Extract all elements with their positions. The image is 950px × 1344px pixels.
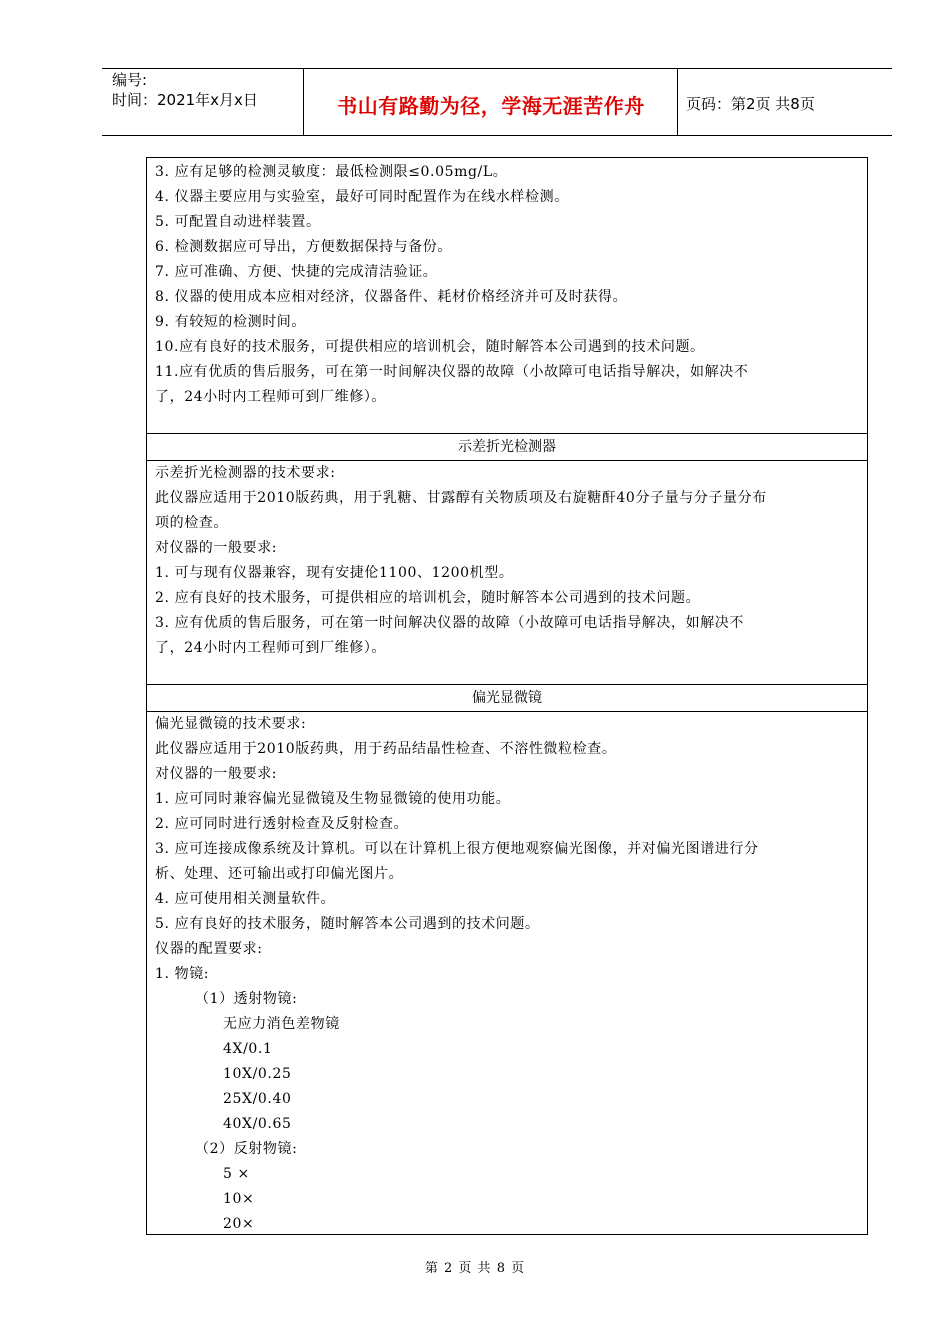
- section-line: 此仪器应适用于2010版药典，用于药品结晶性检查、不溶性微粒检查。: [155, 741, 617, 757]
- list-item: 2. 应有良好的技术服务，可提供相应的培训机会，随时解答本公司遇到的技术问题。: [155, 590, 701, 606]
- list-item: 4. 应可使用相关测量软件。: [155, 891, 336, 907]
- list-item: 11.应有优质的售后服务，可在第一时间解决仪器的故障（小故障可电话指导解决，如解决不: [155, 364, 749, 380]
- spec-item: 4X/0.1: [223, 1041, 273, 1057]
- sub-heading-reflect: （2）反射物镜:: [195, 1141, 298, 1157]
- page-footer: 第 2 页 共 8 页: [424, 1261, 526, 1276]
- section-title-polarizing-microscope: 偏光显微镜: [472, 690, 542, 706]
- list-item: 3. 应有足够的检测灵敏度：最低检测限≤0.05mg/L。: [155, 164, 508, 180]
- list-item: 6. 检测数据应可导出，方便数据保持与备份。: [155, 239, 453, 255]
- document-number-label: 编号:: [112, 71, 148, 89]
- list-item: 1. 应可同时兼容偏光显微镜及生物显微镜的使用功能。: [155, 791, 511, 807]
- list-item: 析、处理、还可输出或打印偏光图片。: [155, 866, 404, 882]
- spec-item: 25X/0.40: [223, 1091, 292, 1107]
- section-line: 偏光显微镜的技术要求:: [155, 716, 307, 732]
- header-top-rule: [102, 68, 892, 69]
- sub-heading-transmit: （1）透射物镜:: [195, 991, 298, 1007]
- list-item: 3. 应有优质的售后服务，可在第一时间解决仪器的故障（小故障可电话指导解决，如解决不: [155, 615, 745, 631]
- requirements-table: [146, 157, 868, 1235]
- list-item: 1. 可与现有仪器兼容，现有安捷伦1100、1200机型。: [155, 565, 514, 581]
- spec-item: 10×: [223, 1191, 255, 1207]
- section-line: 示差折光检测器的技术要求:: [155, 465, 336, 481]
- spec-item: 40X/0.65: [223, 1116, 292, 1132]
- section-line: 对仪器的一般要求:: [155, 540, 278, 556]
- header-bottom-rule: [102, 135, 892, 136]
- document-time-label: 时间：2021年x月x日: [112, 91, 258, 109]
- list-item: 8. 仪器的使用成本应相对经济，仪器备件、耗材价格经济并可及时获得。: [155, 289, 628, 305]
- section-line: 仪器的配置要求:: [155, 941, 263, 957]
- section-line: 对仪器的一般要求:: [155, 766, 278, 782]
- list-item: 2. 应可同时进行透射检查及反射检查。: [155, 816, 409, 832]
- list-item: 3. 应可连接成像系统及计算机。可以在计算机上很方便地观察偏光图像，并对偏光图谱进行分: [155, 841, 759, 857]
- section-line: 项的检查。: [155, 515, 228, 531]
- list-item: 5. 应有良好的技术服务，随时解答本公司遇到的技术问题。: [155, 916, 540, 932]
- list-item: 了，24小时内工程师可到厂维修）。: [155, 640, 387, 656]
- header-motto: 书山有路勤为径，学海无涯苦作舟: [337, 94, 645, 118]
- spec-item: 5 ×: [223, 1166, 250, 1182]
- header-meta: [112, 70, 258, 110]
- header-page-label: 页码：第2页 共8页: [686, 95, 815, 113]
- list-item: 5. 可配置自动进样装置。: [155, 214, 321, 230]
- spec-item: 20×: [223, 1216, 255, 1232]
- list-item: 了，24小时内工程师可到厂维修）。: [155, 389, 387, 405]
- list-item: 9. 有较短的检测时间。: [155, 314, 307, 330]
- section-title-refractive-detector: 示差折光检测器: [458, 439, 556, 455]
- list-item: 10.应有良好的技术服务，可提供相应的培训机会，随时解答本公司遇到的技术问题。: [155, 339, 705, 355]
- spec-item: 10X/0.25: [223, 1066, 292, 1082]
- section-line: 此仪器应适用于2010版药典，用于乳糖、甘露醇有关物质项及右旋糖酐40分子量与分子量分布: [155, 490, 767, 506]
- list-item: 1. 物镜:: [155, 966, 210, 982]
- row-divider: [147, 684, 867, 685]
- list-item: 7. 应可准确、方便、快捷的完成清洁验证。: [155, 264, 438, 280]
- row-divider: [147, 433, 867, 434]
- spec-item: 无应力消色差物镜: [223, 1016, 340, 1032]
- list-item: 4. 仪器主要应用与实验室，最好可同时配置作为在线水样检测。: [155, 189, 569, 205]
